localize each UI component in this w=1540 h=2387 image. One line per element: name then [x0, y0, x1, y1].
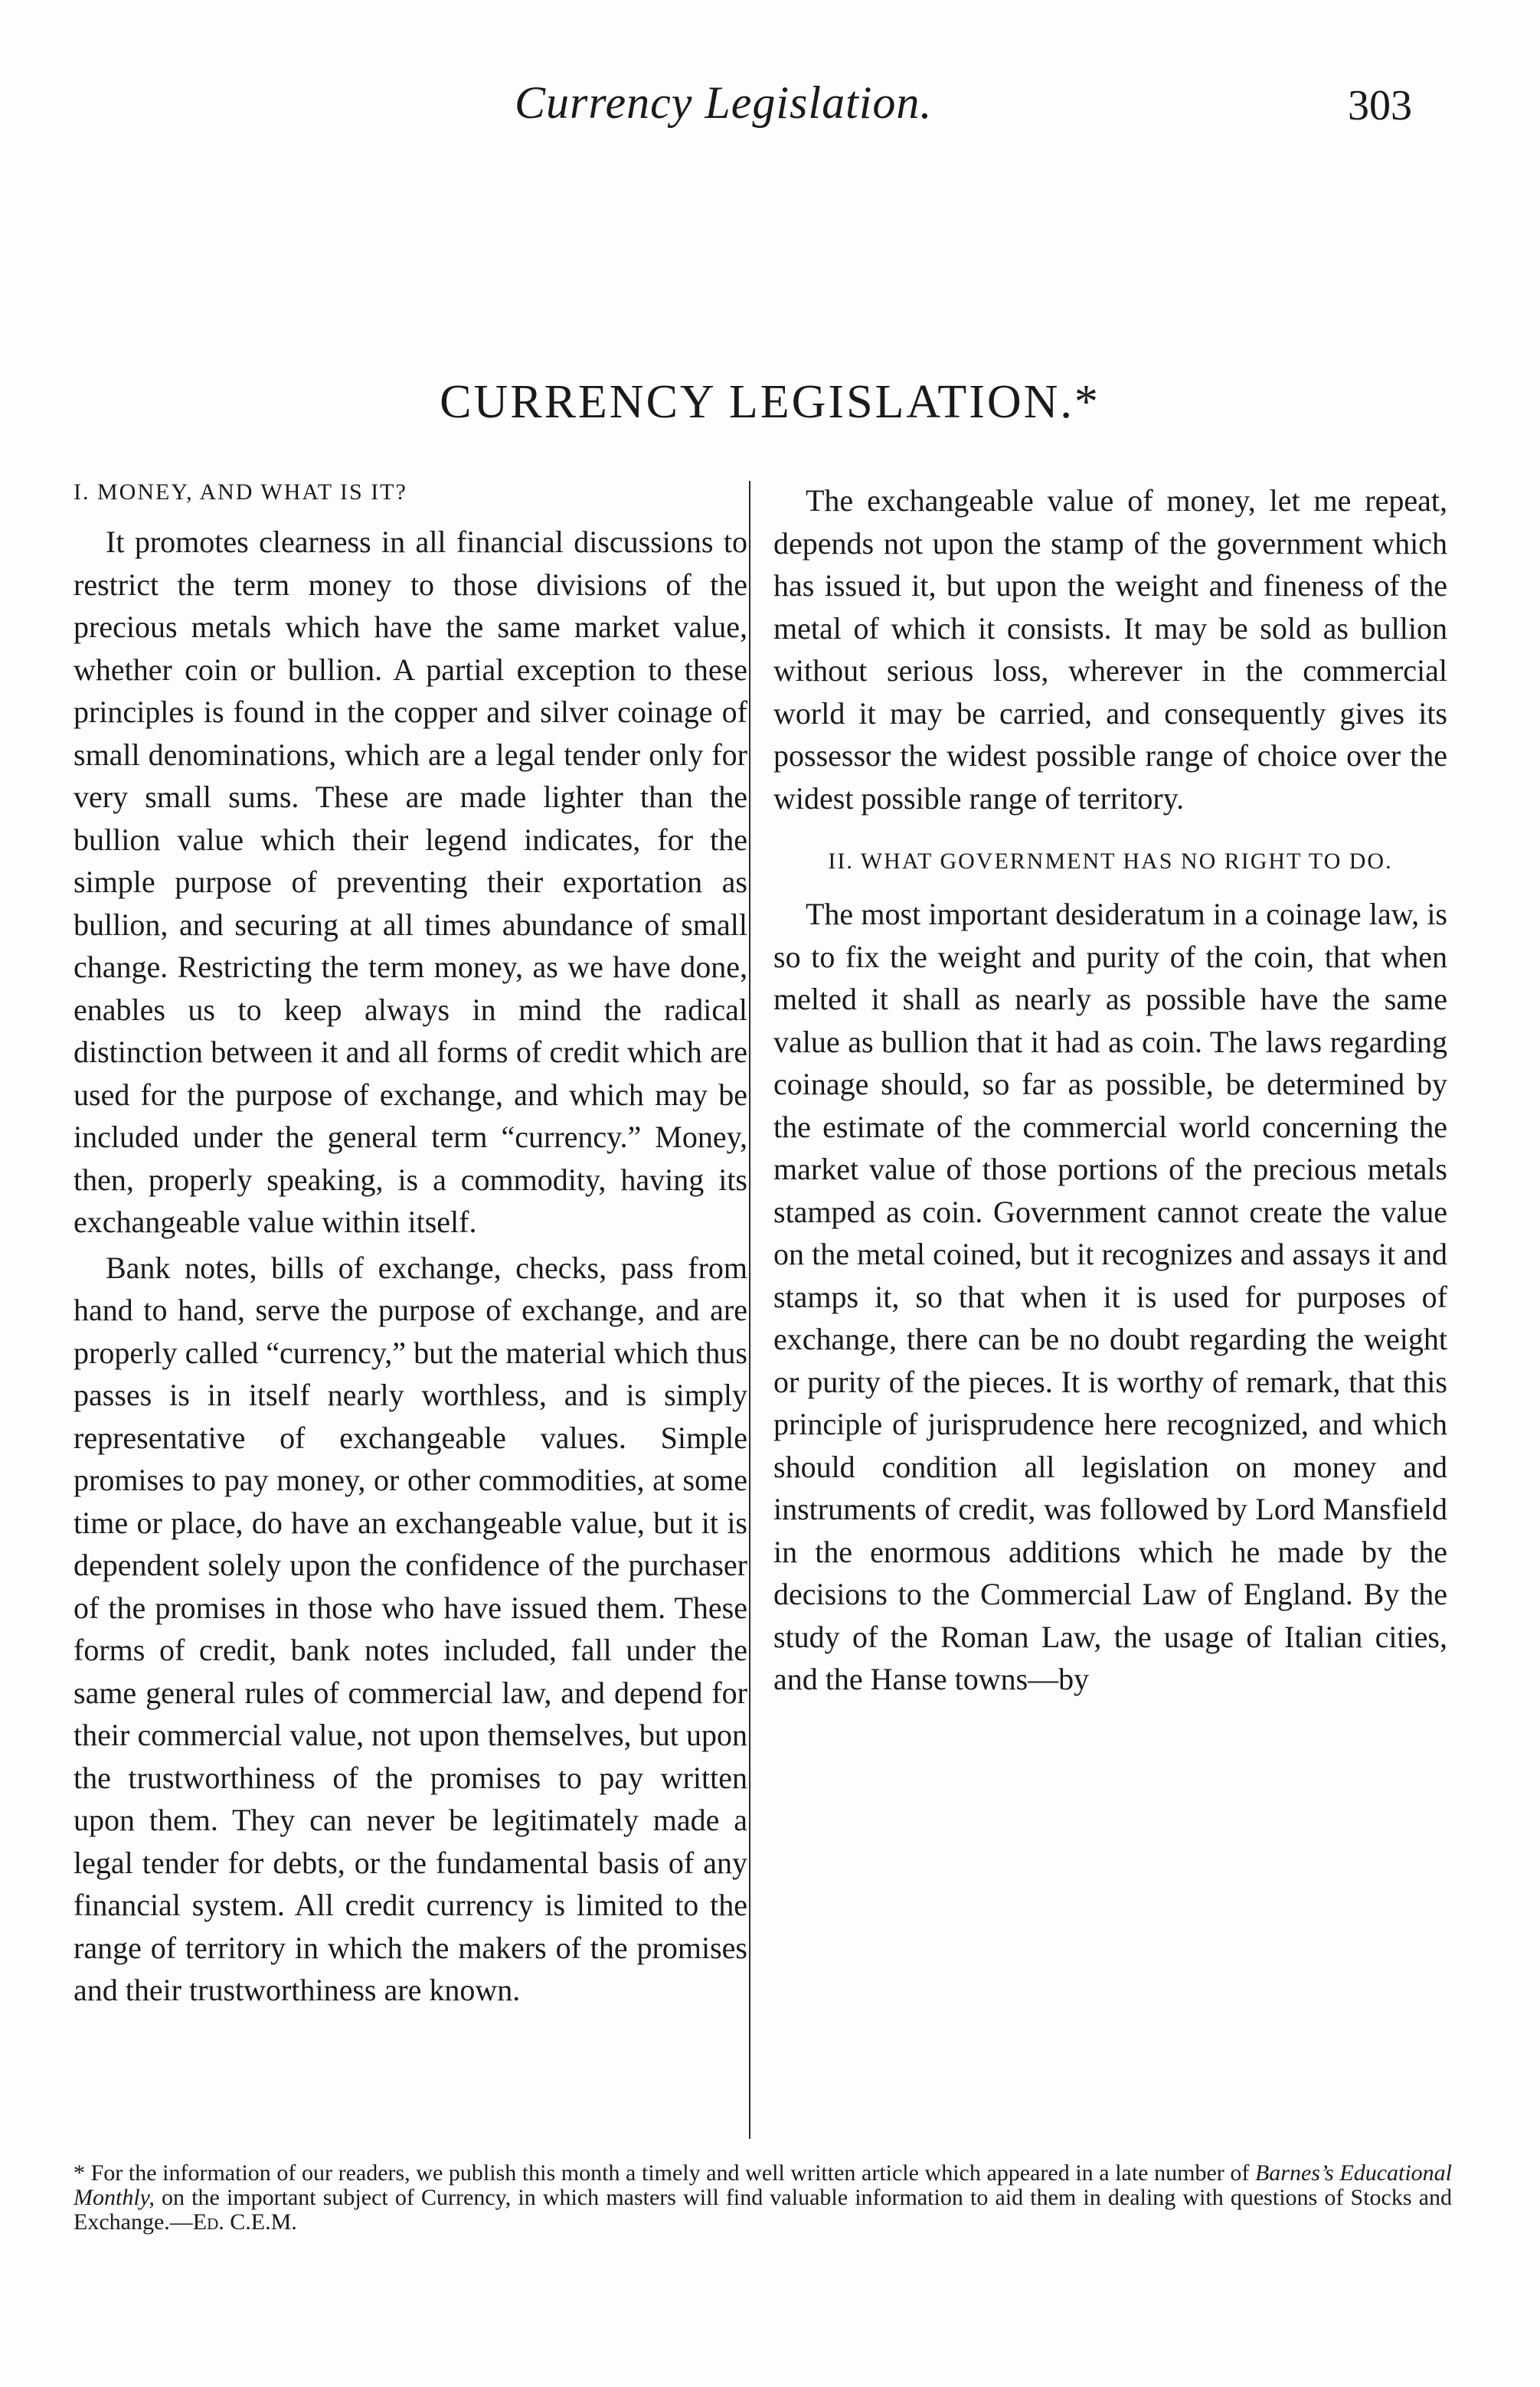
- section-heading-2: II. WHAT GOVERNMENT HAS NO RIGHT TO DO.: [828, 849, 1393, 874]
- running-title: Currency Legislation.: [515, 77, 933, 128]
- footnote: [74, 2161, 1452, 2235]
- footnote-text-after: on the important subject of Currency, in which masters will find valuable information to aid them in dealing with questions of Stocks and Exchange.—: [74, 2185, 1452, 2235]
- footnote-journal: Barnes’s Educational Monthly,: [74, 2160, 1453, 2210]
- paragraph-4: The most important desideratum in a coinage law, is so to fix the weight and purity of the coin, that when melted it shall as nearly as possible have the same value as bullion that it had as coin. The laws regarding coinage should, so far as possible, be determined by the estimate of the commercial world concerning the market value of those portions of the precious metals stamped as coin. Government cannot create the value on the metal coined, but it recognizes and assays it and stamps it, so that when it is used for purposes of exchange, there can be no doubt regarding the weight or purity of the pieces. It is worthy of remark, that this principle of jurisprudence here recognized, and which should condition all legislation on money and instruments of credit, was followed by Lord Mansfield in the enormous additions which he made by the decisions to the Commercial Law of England. By the study of the Roman Law, the usage of Italian cities, and the Hanse towns—by: [773, 897, 1447, 1696]
- running-head: [0, 77, 1540, 138]
- section-heading-1: I. MONEY, AND WHAT IS IT?: [74, 479, 407, 505]
- left-column: [74, 473, 747, 2012]
- footnote-signature: Ed. C.E.M.: [192, 2209, 297, 2235]
- right-column: [773, 479, 1447, 1701]
- column-divider: [749, 481, 750, 2139]
- paragraph-1: It promotes clearness in all financial discussions to restrict the term money to those divisions of the precious metals which have the same market value, whether coin or bullion. A partial exception to these principles is found in the copper and silver coinage of small denominations, which are a legal tender only for very small sums. These are made lighter than the bullion value which their legend indicates, for the simple purpose of preventing their exportation as bullion, and securing at all times abundance of small change. Restricting the term money, as we have done, enables us to keep always in mind the radical distinction between it and all forms of credit which are used for the purpose of exchange, and which may be included under the general term “currency.” Money, then, properly speaking, is a commodity, having its exchangeable value within itself.: [74, 525, 747, 1239]
- footnote-text-before: For the information of our readers, we publish this month a timely and well written article which appeared in a late number of: [90, 2160, 1250, 2186]
- paragraph-2: Bank notes, bills of exchange, checks, pass from hand to hand, serve the purpose of exchange, and are properly called “currency,” but the material which thus passes is in itself nearly worthless, and is simply representative of exchangeable values. Simple promises to pay money, or other commodities, at some time or place, do have an exchangeable value, but it is dependent solely upon the confidence of the purchaser of the promises in those who have issued them. These forms of credit, bank notes included, fall under the same general rules of commercial law, and depend for their commercial value, not upon themselves, but upon the trustworthiness of the promises to pay written upon them. They can never be legitimately made a legal tender for debts, or the fundamental basis of any financial system. All credit currency is limited to the range of territory in which the makers of the promises and their trustworthiness are known.: [74, 1250, 747, 2007]
- article-title: CURRENCY LEGISLATION.*: [440, 376, 1100, 428]
- page-number: 303: [1348, 82, 1412, 129]
- paragraph-3: The exchangeable value of money, let me repeat, depends not upon the stamp of the government which has issued it, but upon the weight and fineness of the metal of which it consists. It may be sold as bullion without serious loss, wherever in the commercial world it may be carried, and consequently gives its possessor the widest possible range of choice over the widest possible range of territory.: [773, 483, 1447, 816]
- footnote-marker: *: [74, 2160, 85, 2186]
